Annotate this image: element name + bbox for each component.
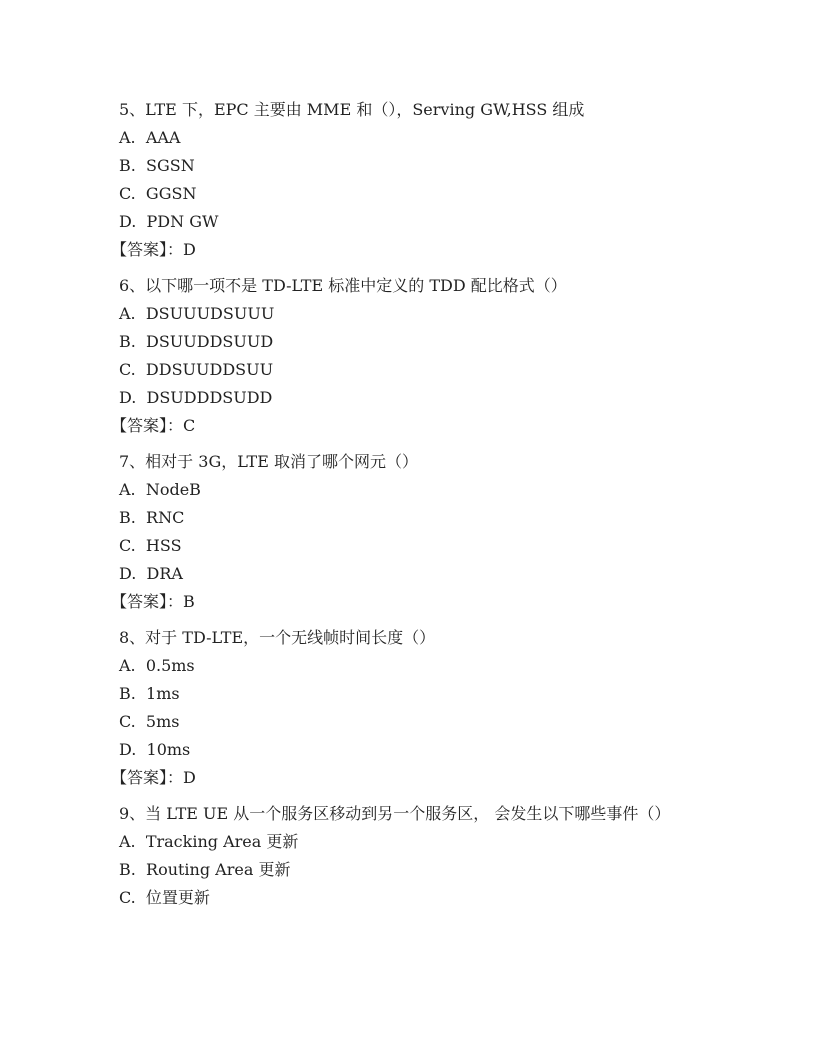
question-8 [111,624,719,792]
option-d: D. DRA [119,564,183,583]
answer-line: 【答案】：D [111,240,196,259]
question-5 [111,96,719,264]
answer-line: 【答案】：D [111,768,196,787]
option-a: A. DSUUUDSUUU [119,304,275,323]
option-b: B. Routing Area 更新 [119,860,291,879]
option-c: C. GGSN [119,184,197,203]
question-7 [111,448,719,616]
option-a: A. Tracking Area 更新 [119,832,299,851]
option-d: D. 10ms [119,740,191,759]
question-title: 9、当 LTE UE 从一个服务区移动到另一个服务区， 会发生以下哪些事件（） [119,804,671,823]
option-a: A. NodeB [119,480,201,499]
document-page [111,96,719,920]
option-b: B. RNC [119,508,185,527]
question-title: 8、对于 TD-LTE，一个无线帧时间长度（） [119,628,436,647]
option-c: C. HSS [119,536,182,555]
option-b: B. SGSN [119,156,195,175]
option-a: A. AAA [119,128,181,147]
answer-line: 【答案】：C [111,416,196,435]
question-9 [119,800,719,912]
option-b: B. 1ms [119,684,180,703]
question-title: 6、以下哪一项不是 TD-LTE 标准中定义的 TDD 配比格式（） [119,276,567,295]
option-d: D. PDN GW [119,212,219,231]
option-a: A. 0.5ms [119,656,195,675]
question-6 [111,272,719,440]
question-title: 5、LTE 下，EPC 主要由 MME 和（），Serving GW,HSS 组成 [119,100,585,119]
option-c: C. DDSUUDDSUU [119,360,274,379]
answer-line: 【答案】：B [111,592,195,611]
option-c: C. 位置更新 [119,888,210,907]
option-d: D. DSUDDDSUDD [119,388,273,407]
option-c: C. 5ms [119,712,180,731]
option-b: B. DSUUDDSUUD [119,332,274,351]
question-title: 7、相对于 3G，LTE 取消了哪个网元（） [119,452,418,471]
